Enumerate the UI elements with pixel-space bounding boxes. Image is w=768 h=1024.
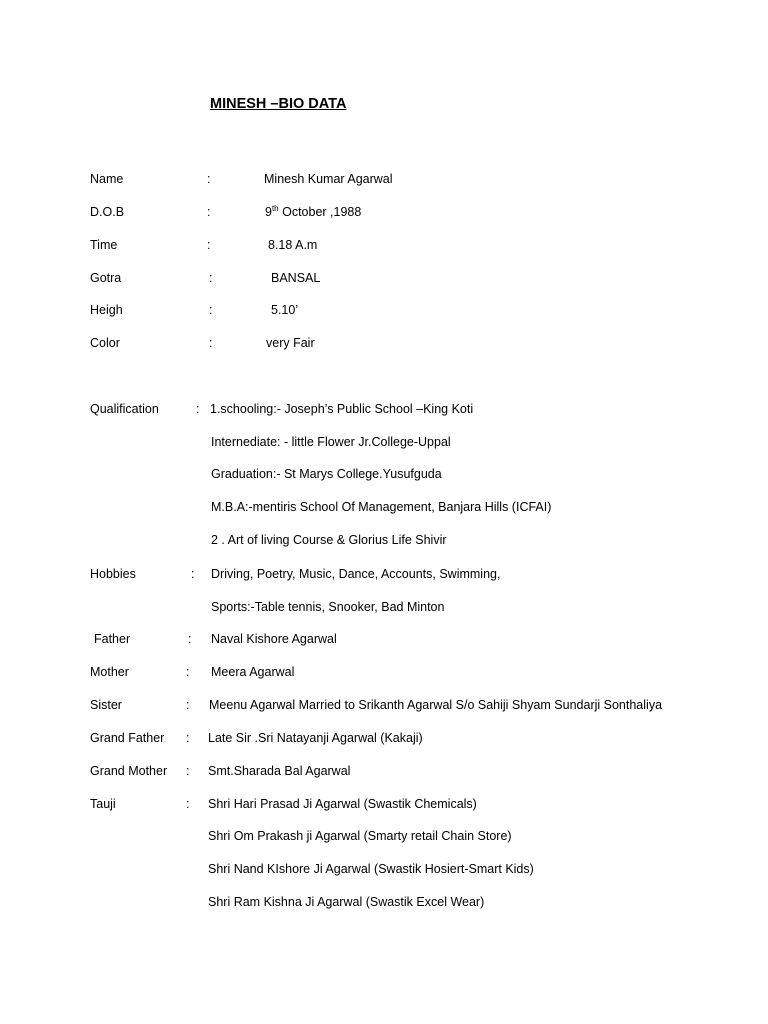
qualification-line: Internediate: - little Flower Jr.College-Uppal [211,435,451,449]
grandmother-colon: : [186,764,190,778]
tauji-label: Tauji [90,797,116,811]
dob-label: D.O.B [90,205,125,219]
color-label: Color [90,336,120,350]
time-value: 8.18 A.m [268,238,318,252]
sister-value: Meenu Agarwal Married to Srikanth Agarwal S/o Sahiji Shyam Sundarji Sonthaliya [209,698,663,712]
height-label: Heigh [90,303,123,317]
tauji-line: Shri Om Prakash ji Agarwal (Smarty retail Chain Store) [208,829,512,843]
grandmother-value: Smt.Sharada Bal Agarwal [208,764,351,778]
qualification-label: Qualification [90,402,159,416]
mother-colon: : [186,665,190,679]
dob-day: 9 [265,205,272,219]
tauji-line: Shri Nand KIshore Ji Agarwal (Swastik Hosiert-Smart Kids) [208,862,534,876]
name-colon: : [207,172,211,186]
grandfather-label: Grand Father [90,731,165,745]
mother-label: Mother [90,665,129,679]
gotra-value: BANSAL [271,271,321,285]
gotra-colon: : [209,271,213,285]
mother-value: Meera Agarwal [211,665,295,679]
qualification-colon: : [196,402,200,416]
name-value: Minesh Kumar Agarwal [264,172,393,186]
qualification-line: Graduation:- St Marys College.Yusufguda [211,467,442,481]
hobbies-label: Hobbies [90,567,136,581]
name-label: Name [90,172,124,186]
qualification-line: 1.schooling:- Joseph’s Public School –King Koti [210,402,474,416]
document-title: MINESH –BIO DATA [210,96,347,112]
tauji-colon: : [186,797,190,811]
hobbies-line: Driving, Poetry, Music, Dance, Accounts, Swimming, [211,567,501,581]
hobbies-colon: : [191,567,195,581]
father-label: Father [94,632,131,646]
qualification-line: 2 . Art of living Course & Glorius Life Shivir [211,533,447,547]
grandmother-label: Grand Mother [90,764,168,778]
height-colon: : [209,303,213,317]
grandfather-value: Late Sir .Sri Natayanji Agarwal (Kakaji) [208,731,423,745]
sister-label: Sister [90,698,122,712]
time-colon: : [207,238,211,252]
hobbies-line: Sports:-Table tennis, Snooker, Bad Minton [211,600,445,614]
dob-colon: : [207,205,211,219]
gotra-label: Gotra [90,271,122,285]
dob-rest: October ,1988 [278,205,362,219]
tauji-line: Shri Hari Prasad Ji Agarwal (Swastik Chemicals) [208,797,477,811]
color-colon: : [209,336,213,350]
time-label: Time [90,238,118,252]
color-value: very Fair [266,336,315,350]
dob-suffix: th [271,203,279,213]
tauji-line: Shri Ram Kishna Ji Agarwal (Swastik Excel Wear) [208,895,485,909]
sister-colon: : [186,698,190,712]
grandfather-colon: : [186,731,190,745]
height-value: 5.10’ [271,303,299,317]
dob-value [265,204,361,220]
father-value: Naval Kishore Agarwal [211,632,337,646]
father-colon: : [188,632,192,646]
qualification-line: M.B.A:-mentiris School Of Management, Banjara Hills (ICFAI) [211,500,552,514]
